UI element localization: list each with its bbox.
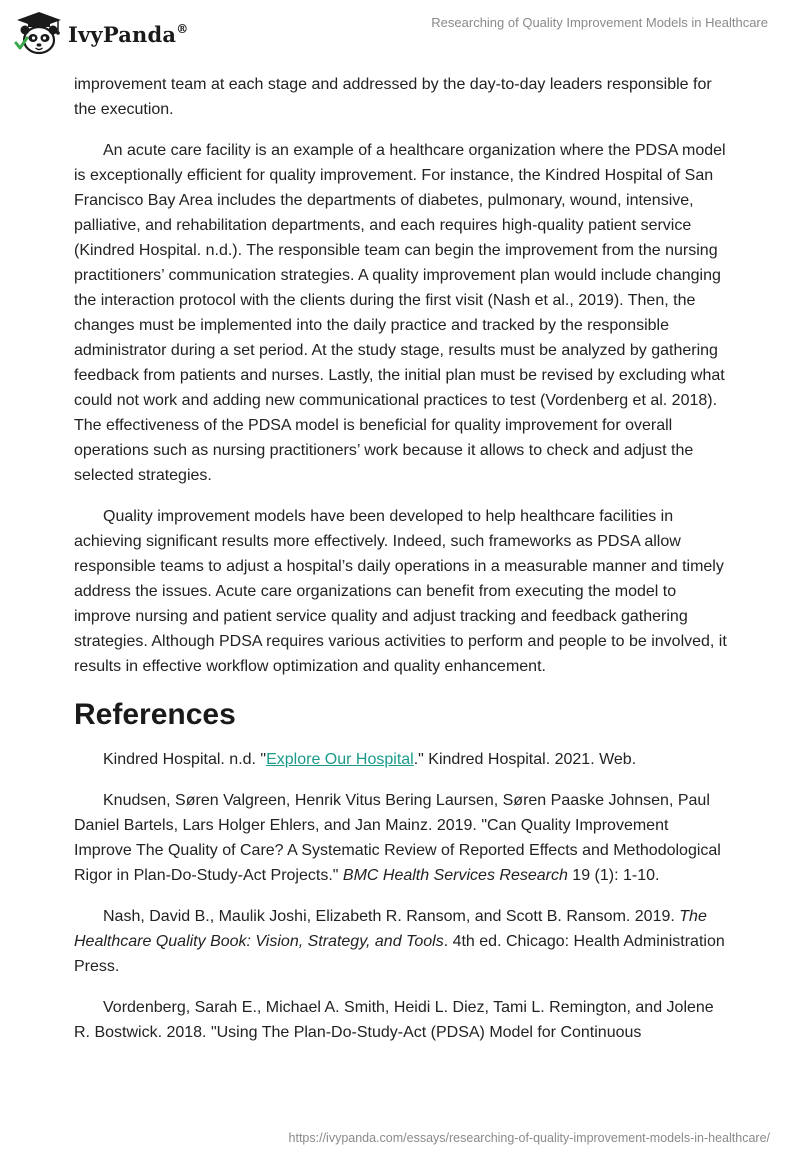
reference-item: Knudsen, Søren Valgreen, Henrik Vitus Bering Laursen, Søren Paaske Johnsen, Paul Daniel Bartels, Lars Holger Ehlers, and Jan Mainz. 2019. "Can Quality Improvement Improve The Quality of Care? A Systematic Review of Reported Effects and Methodological Rigor in Plan-Do-Study-Act Projects." BMC Health Services Research 19 (1): 1-10.: [74, 792, 721, 884]
reference-link[interactable]: Explore Our Hospital: [266, 751, 414, 768]
reference-item: Nash, David B., Maulik Joshi, Elizabeth R. Ransom, and Scott B. Ransom. 2019. The Healthcare Quality Book: Vision, Strategy, and Tools. 4th ed. Chicago: Health Administration Press.: [74, 908, 725, 975]
body-paragraph: Quality improvement models have been developed to help healthcare facilities in achieving significant results more effectively. Indeed, such frameworks as PDSA allow responsible teams to adjust a hospital’s daily operations in a measurable manner and timely address the issues. Acute care organizations can benefit from executing the model to improve nursing and patient service quality and adjust tracking and feedback gathering strategies. Although PDSA requires various activities to perform and people to be involved, it results in effective workflow optimization and quality enhancement.: [74, 508, 727, 675]
footer-url[interactable]: https://ivypanda.com/essays/researching-of-quality-improvement-models-in-healthcare/: [288, 1131, 770, 1145]
page-header: [0, 0, 800, 64]
document-title: Researching of Quality Improvement Models in Healthcare: [431, 15, 768, 30]
panda-graduate-icon: [14, 10, 64, 56]
brand-logo[interactable]: [14, 10, 188, 56]
body-paragraph: improvement team at each stage and addressed by the day-to-day leaders responsible for the execution.: [74, 76, 712, 118]
reference-item: Kindred Hospital. n.d. "Explore Our Hospital." Kindred Hospital. 2021. Web.: [103, 751, 637, 768]
brand-name: IvyPanda®: [68, 21, 189, 47]
reference-item: Vordenberg, Sarah E., Michael A. Smith, Heidi L. Diez, Tami L. Remington, and Jolene R. Bostwick. 2018. "Using The Plan-Do-Study-Act (PDSA) Model for Continuous: [74, 999, 714, 1041]
body-paragraph: An acute care facility is an example of a healthcare organization where the PDSA model is exceptionally efficient for quality improvement. For instance, the Kindred Hospital of San Francisco Bay Area includes the departments of diabetes, pulmonary, wound, intensive, palliative, and rehabilitation departments, and each requires high-quality patient service (Kindred Hospital. n.d.). The responsible team can begin the improvement from the nursing practitioners’ communication strategies. A quality improvement plan would include changing the interaction protocol with the clients during the first visit (Nash et al., 2019). Then, the changes must be implemented into the daily practice and tracked by the responsible administrator during a set period. At the study stage, results must be analyzed by gathering feedback from patients and nurses. Lastly, the initial plan must be revised by excluding what could not work and adding new communicational practices to test (Vordenberg et al. 2018). The effectiveness of the PDSA model is beneficial for quality improvement for overall operations such as nursing practitioners’ work because it allows to check and adjust the selected strategies.: [74, 142, 726, 484]
references-heading: References: [74, 698, 236, 731]
essay-content: [74, 72, 728, 1061]
